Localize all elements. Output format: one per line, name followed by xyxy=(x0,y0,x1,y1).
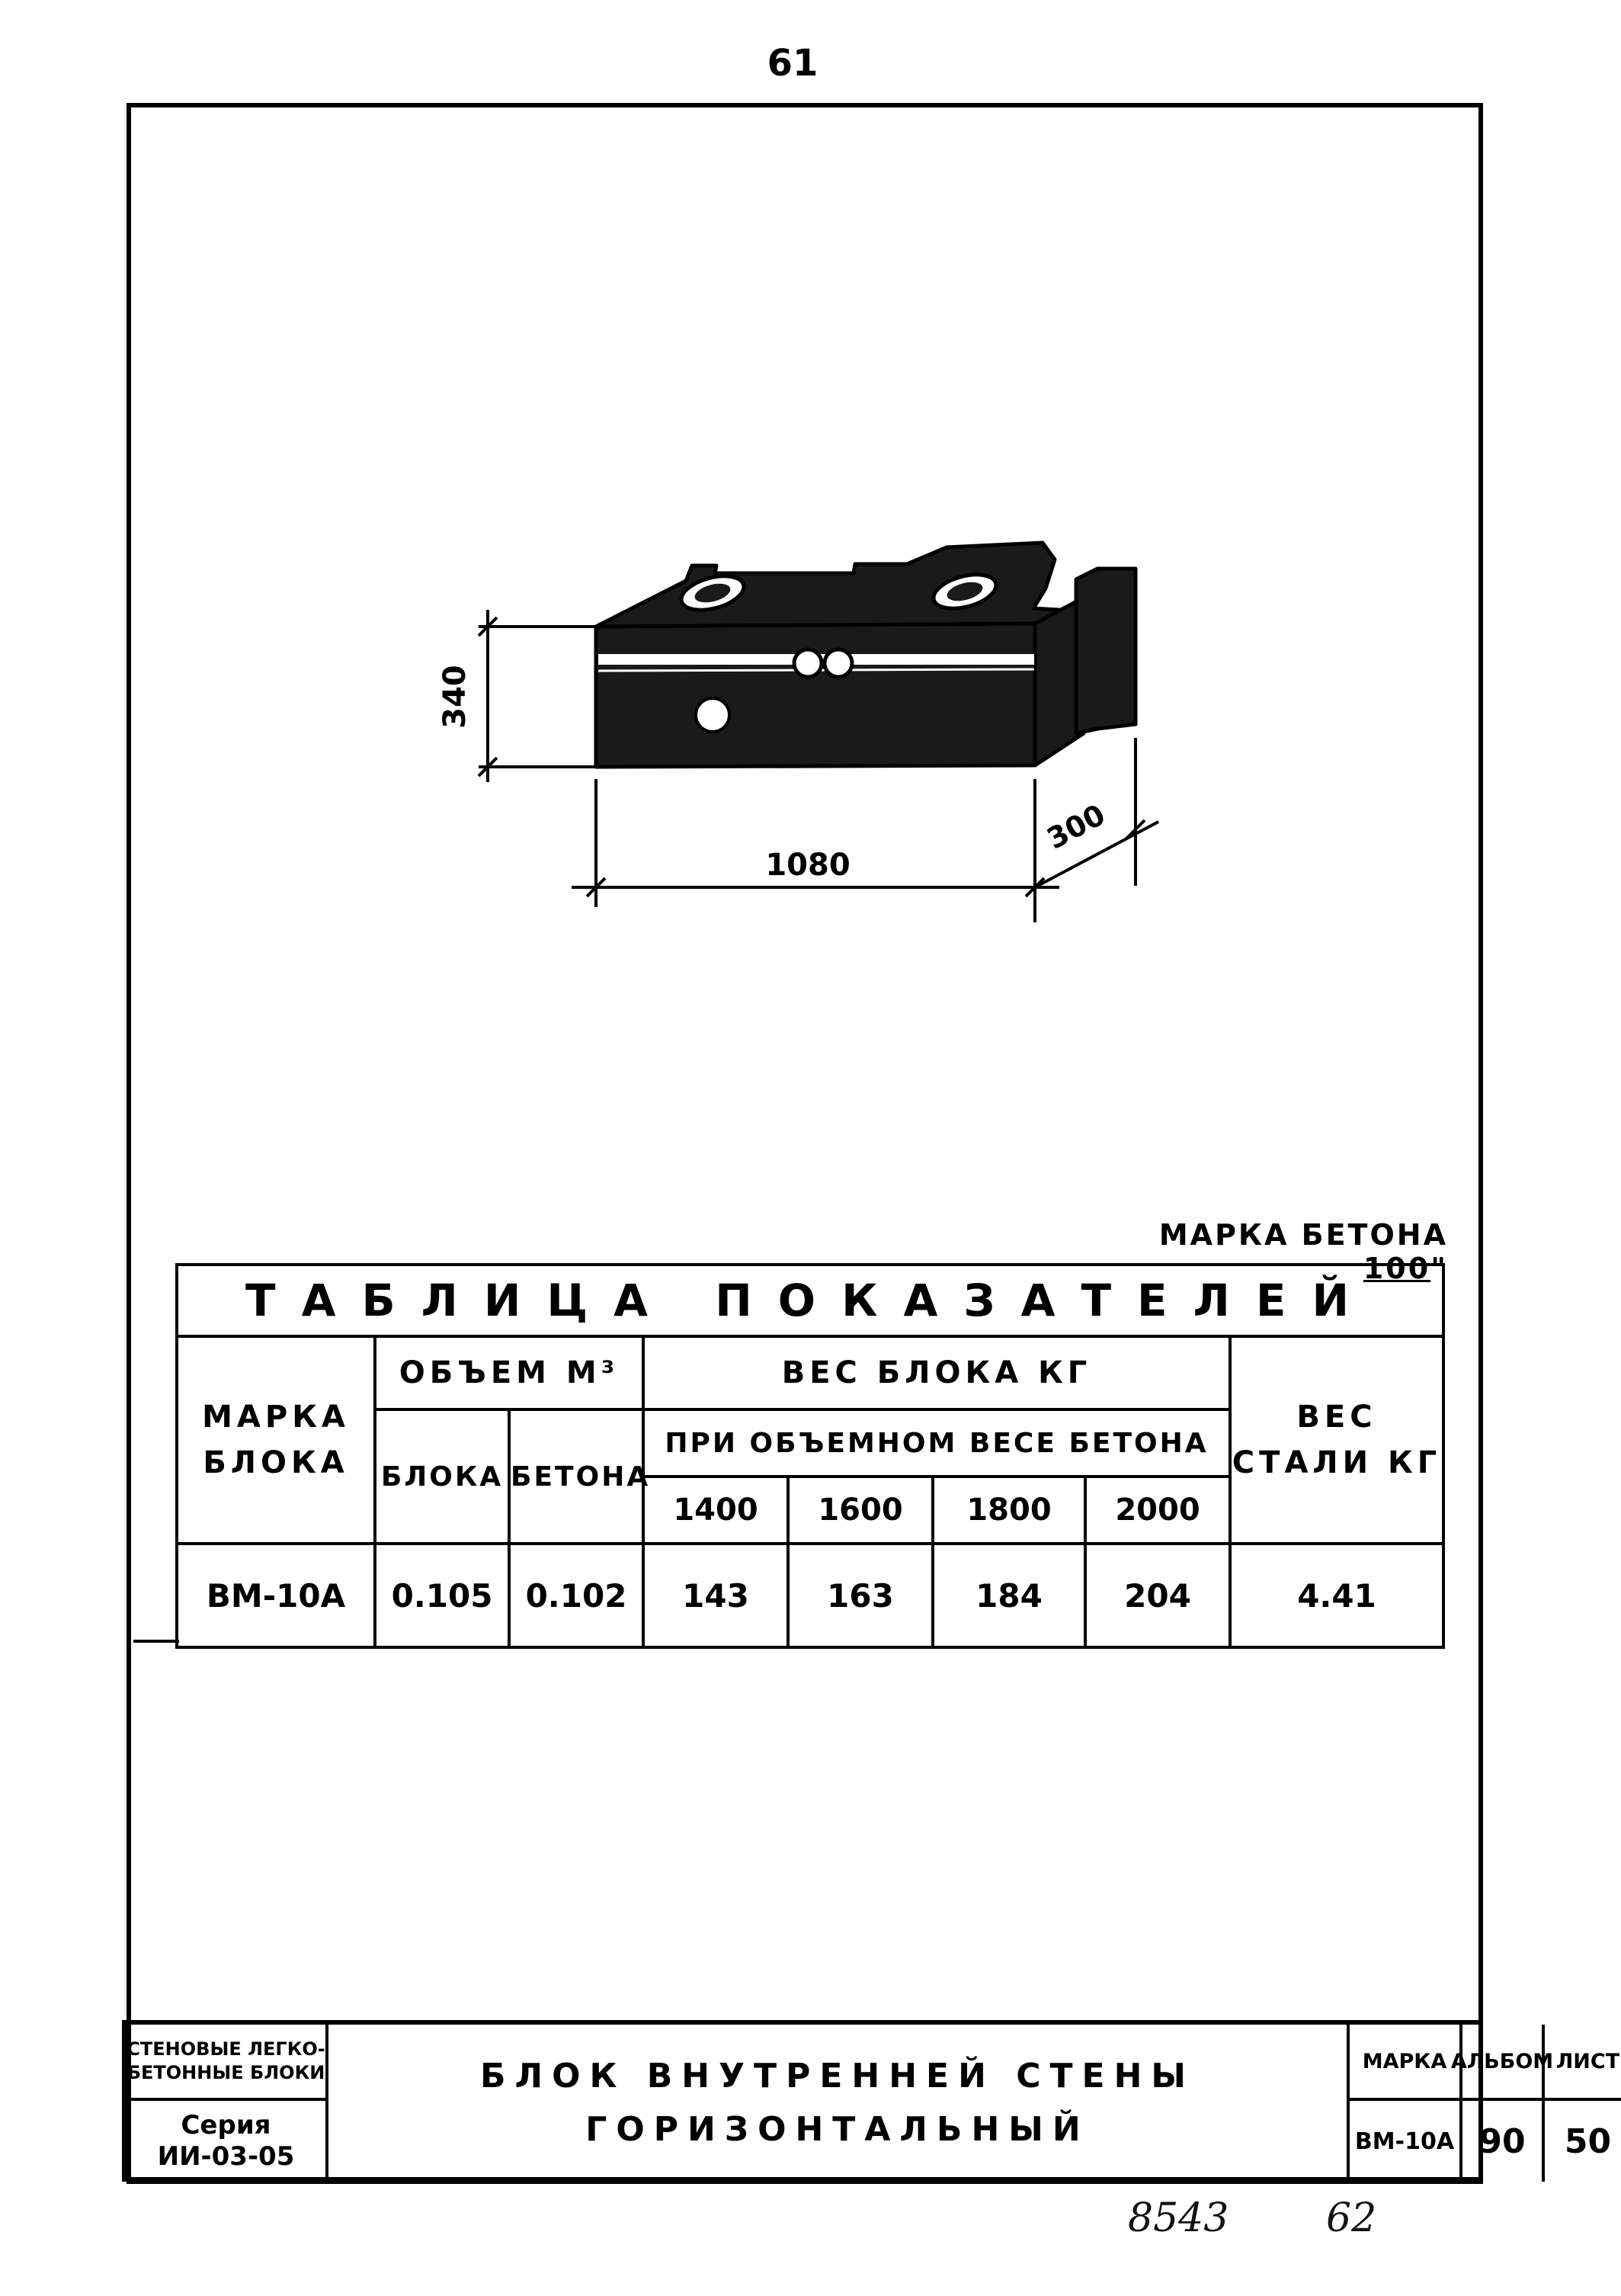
series-label: Серия xyxy=(181,2110,271,2141)
density-1600: 1600 xyxy=(788,1477,933,1544)
row-volume-concrete: 0.102 xyxy=(509,1544,643,1647)
density-1400: 1400 xyxy=(643,1477,788,1544)
concrete-grade-value: 100 xyxy=(1363,1252,1431,1285)
table-side-rule xyxy=(133,1640,179,1643)
album-label: АЛЬБОМ xyxy=(1462,2025,1545,2101)
row-volume-block: 0.105 xyxy=(375,1544,509,1647)
album-value: 90 xyxy=(1462,2101,1545,2182)
block-end-piece xyxy=(1076,569,1136,733)
handwritten-number-right: 62 xyxy=(1326,2195,1377,2241)
row-steel-weight: 4.41 xyxy=(1230,1544,1443,1647)
table-title: ТАБЛИЦА ПОКАЗАТЕЛЕЙ xyxy=(177,1265,1443,1336)
title-block-series xyxy=(127,2101,328,2182)
title-block xyxy=(122,2020,1620,2182)
block-isometric-drawing xyxy=(427,534,1189,930)
header-volume: ОБЪЕМ М³ xyxy=(375,1336,643,1409)
drawing-frame xyxy=(127,103,1483,2184)
header-volume-block: БЛОКА xyxy=(375,1409,509,1544)
row-weight-1800: 184 xyxy=(933,1544,1085,1647)
mark-value: ВМ-10А xyxy=(1350,2101,1462,2182)
row-mark: ВМ-10А xyxy=(177,1544,375,1647)
row-weight-1400: 143 xyxy=(643,1544,788,1647)
handwritten-number-left: 8543 xyxy=(1128,2195,1229,2241)
header-steel-weight: ВЕС СТАЛИ КГ xyxy=(1230,1336,1443,1544)
boss-left xyxy=(794,649,822,677)
header-block-weight: ВЕС БЛОКА КГ xyxy=(643,1336,1230,1409)
density-2000: 2000 xyxy=(1085,1477,1230,1544)
header-density-caption: ПРИ ОБЪЕМНОМ ВЕСЕ БЕТОНА xyxy=(643,1409,1230,1477)
boss-right xyxy=(825,649,852,677)
concrete-grade-label: МАРКА БЕТОНА xyxy=(1158,1218,1448,1252)
block-hole xyxy=(696,698,729,732)
sheet-label: ЛИСТ xyxy=(1545,2025,1621,2101)
table-row xyxy=(177,1544,1443,1647)
block-front-face xyxy=(596,624,1035,767)
dimension-length: 1080 xyxy=(765,848,851,883)
indicators-table xyxy=(175,1263,1445,1649)
row-weight-2000: 204 xyxy=(1085,1544,1230,1647)
title-block-stamp: СТЕНОВЫЕ ЛЕГКО-БЕТОННЫЕ БЛОКИ xyxy=(127,2025,328,2101)
header-volume-concrete: БЕТОНА xyxy=(509,1409,643,1544)
dimension-width: 300 xyxy=(1041,797,1111,856)
sheet-value: 50 xyxy=(1564,2121,1612,2161)
title-line-1: БЛОК ВНУТРЕННЕЙ СТЕНЫ xyxy=(480,2056,1195,2096)
title-block-title xyxy=(328,2025,1350,2182)
concrete-grade-note: МАРКА БЕТОНА 100" xyxy=(1158,1218,1448,1285)
title-line-2: ГОРИЗОНТАЛЬНЫЙ xyxy=(585,2110,1090,2149)
dimension-height: 340 xyxy=(437,665,473,729)
mark-label: МАРКА xyxy=(1350,2025,1462,2101)
page-number: 61 xyxy=(767,42,819,85)
header-block-mark: МАРКА БЛОКА xyxy=(177,1336,375,1544)
density-1800: 1800 xyxy=(933,1477,1085,1544)
series-value: ИИ-03-05 xyxy=(157,2141,295,2172)
row-weight-1600: 163 xyxy=(788,1544,933,1647)
